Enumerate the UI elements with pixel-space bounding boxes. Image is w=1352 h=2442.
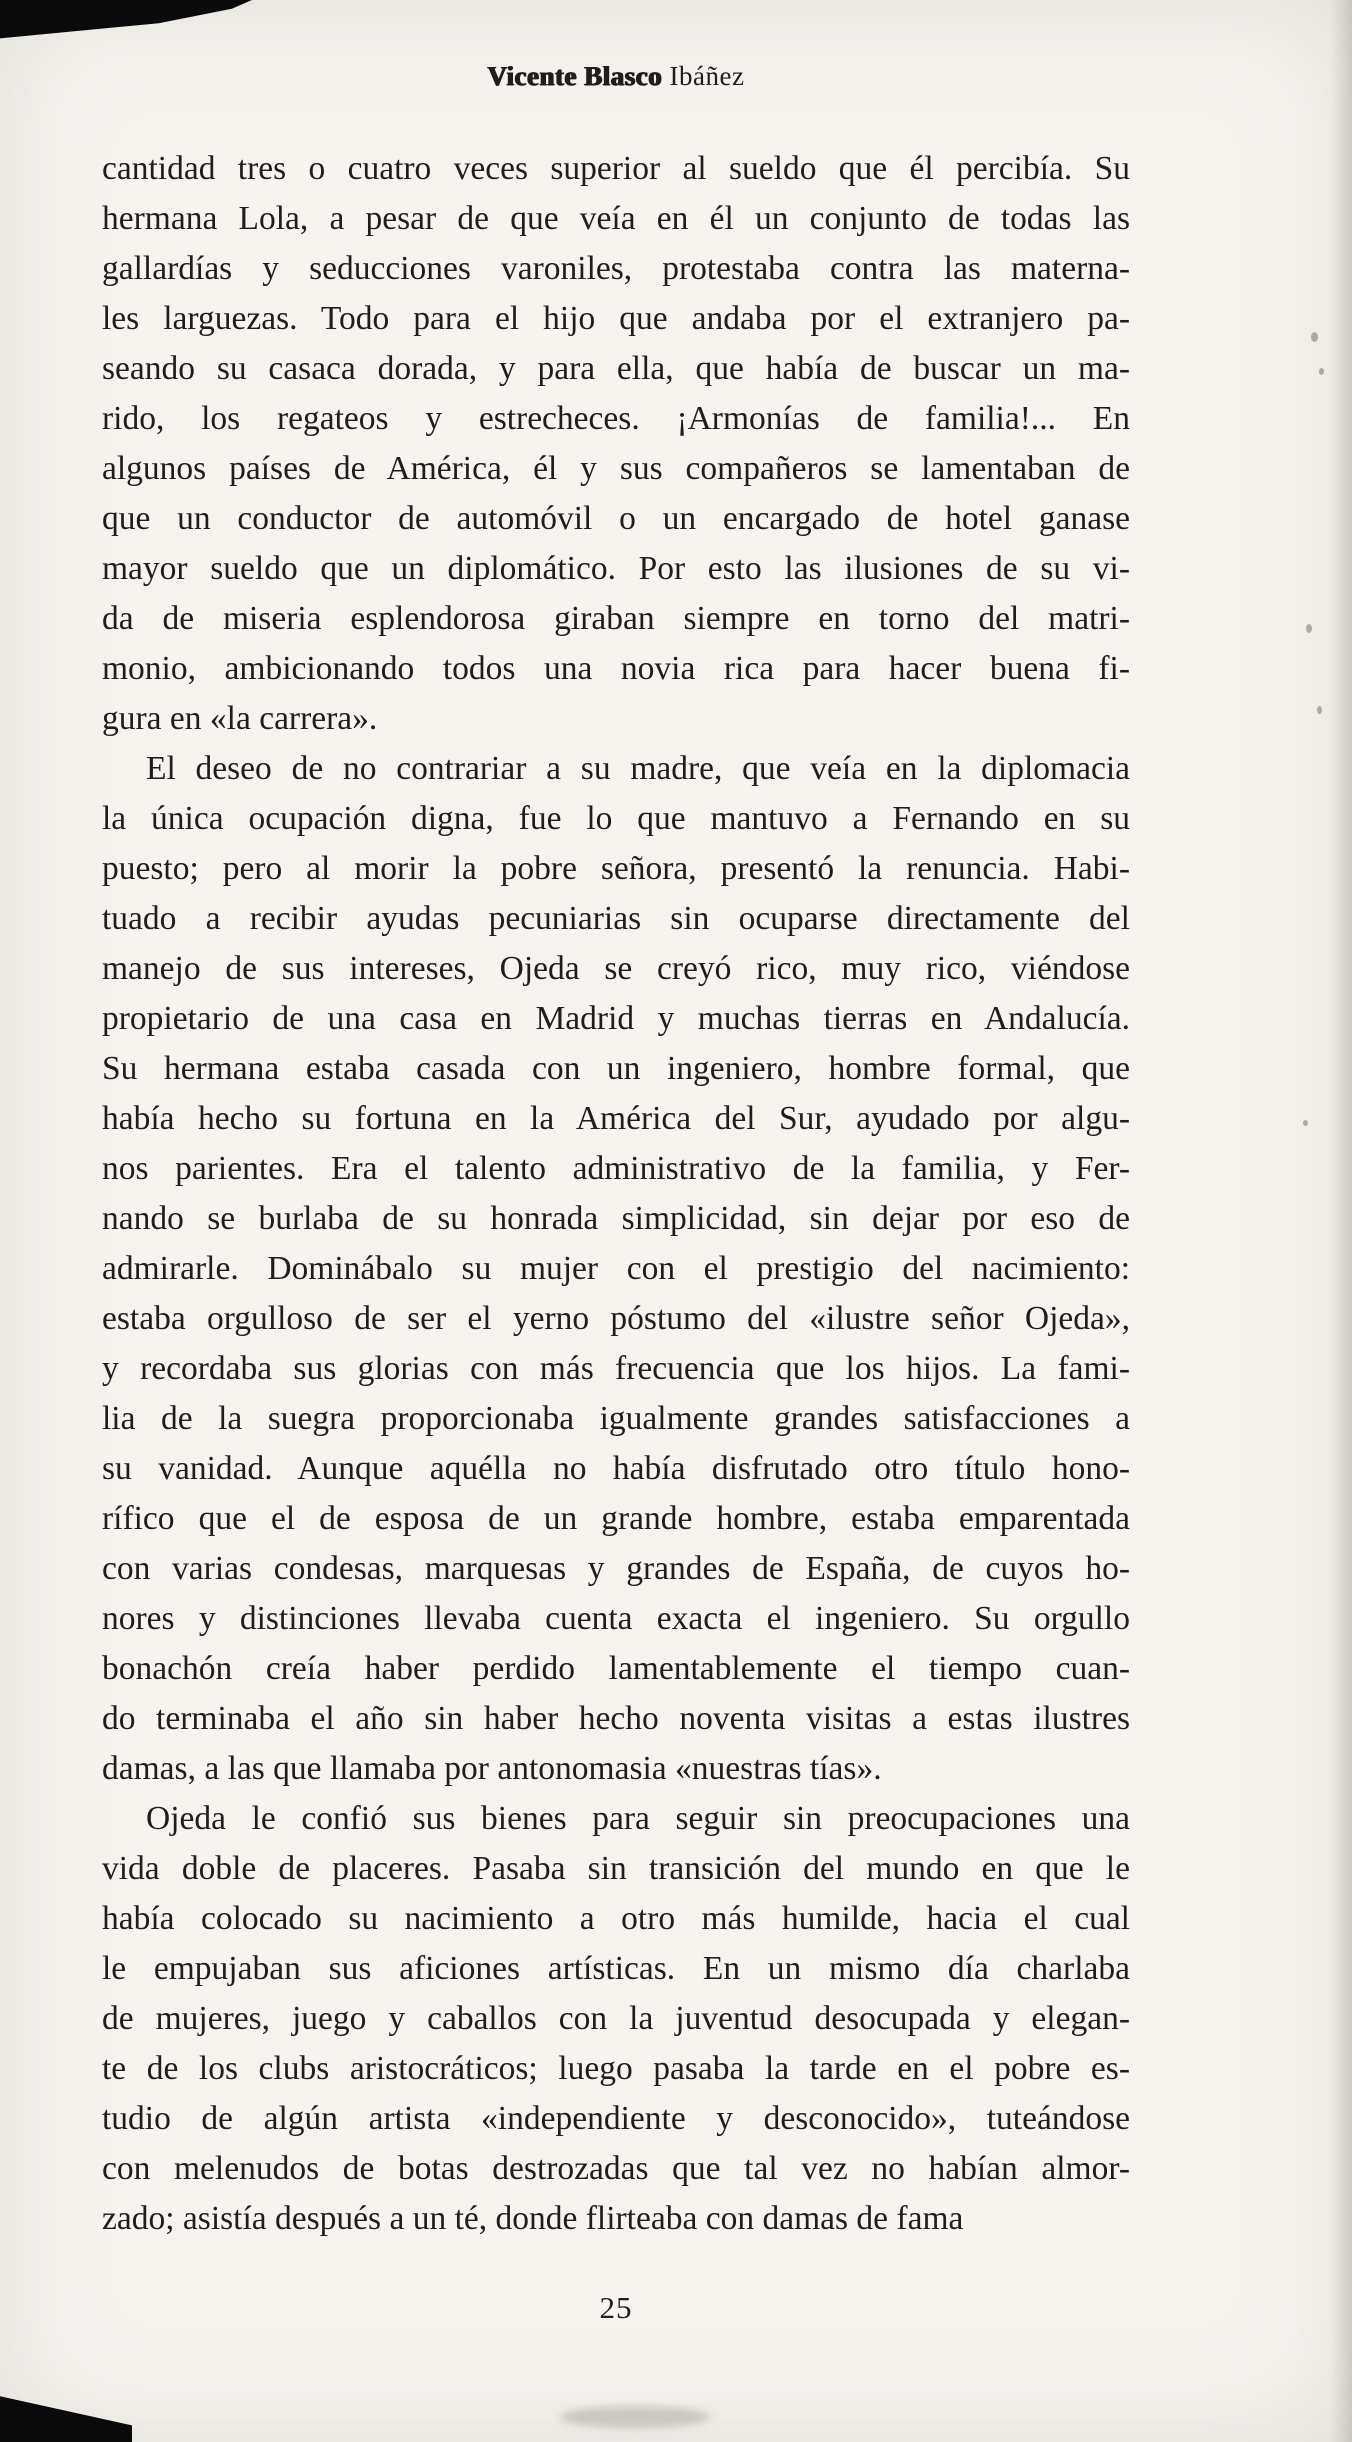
scan-speck — [1319, 368, 1324, 375]
text-line: de mujeres, juego y caballos con la juventud desocupada y elegan- — [102, 2000, 1130, 2037]
scan-edge-shadow-right — [1330, 0, 1352, 2442]
scan-speck — [1303, 1120, 1308, 1126]
scan-speck — [1306, 624, 1312, 633]
page-body — [102, 144, 1130, 2244]
text-line: seando su casaca dorada, y para ella, que había de buscar un ma- — [102, 350, 1130, 387]
text-line: con melenudos de botas destrozadas que tal vez no habían almor- — [102, 2150, 1130, 2187]
running-header — [102, 58, 1130, 94]
text-line: les larguezas. Todo para el hijo que andaba por el extranjero pa- — [102, 300, 1130, 337]
text-line: manejo de sus intereses, Ojeda se creyó rico, muy rico, viéndose — [102, 950, 1130, 987]
scan-speck — [1311, 332, 1318, 342]
text-line: puesto; pero al morir la pobre señora, presentó la renuncia. Habi- — [102, 850, 1130, 887]
text-line: la única ocupación digna, fue lo que mantuvo a Fernando en su — [102, 800, 1130, 837]
author-name-regular: Ibáñez — [669, 61, 745, 91]
text-line: su vanidad. Aunque aquélla no había disfrutado otro título hono- — [102, 1450, 1130, 1487]
text-line: monio, ambicionando todos una novia rica para hacer buena fi- — [102, 650, 1130, 687]
text-line: zado; asistía después a un té, donde flirteaba con damas de fama — [102, 2200, 964, 2237]
text-line: nores y distinciones llevaba cuenta exacta el ingeniero. Su orgullo — [102, 1600, 1130, 1637]
paragraph-continuation — [102, 144, 1130, 744]
text-line: Ojeda le confió sus bienes para seguir sin preocupaciones una — [146, 1800, 1130, 1837]
text-line: había hecho su fortuna en la América del Sur, ayudado por algu- — [102, 1100, 1130, 1137]
text-line: propietario de una casa en Madrid y muchas tierras en Andalucía. — [102, 1000, 1130, 1037]
text-line: cantidad tres o cuatro veces superior al sueldo que él percibía. Su — [102, 150, 1130, 187]
page-number: 25 — [599, 2290, 633, 2325]
text-line: te de los clubs aristocráticos; luego pasaba la tarde en el pobre es- — [102, 2050, 1130, 2087]
text-line: da de miseria esplendorosa giraban siempre en torno del matri- — [102, 600, 1130, 637]
paragraph-3 — [102, 1794, 1130, 2244]
text-line: rífico que el de esposa de un grande hombre, estaba emparentada — [102, 1500, 1130, 1537]
text-line: gura en «la carrera». — [102, 700, 378, 737]
text-line: bonachón creía haber perdido lamentablemente el tiempo cuan- — [102, 1650, 1130, 1687]
text-line: nos parientes. Era el talento administrativo de la familia, y Fer- — [102, 1150, 1130, 1187]
text-line: gallardías y seducciones varoniles, protestaba contra las materna- — [102, 250, 1130, 287]
text-line: hermana Lola, a pesar de que veía en él un conjunto de todas las — [102, 200, 1130, 237]
text-line: do terminaba el año sin haber hecho noventa visitas a estas ilustres — [102, 1700, 1130, 1737]
text-line: le empujaban sus aficiones artísticas. En un mismo día charlaba — [102, 1950, 1130, 1987]
scan-ink-mark-top-left — [0, 0, 252, 40]
paragraph-2 — [102, 744, 1130, 1794]
text-line: tudio de algún artista «independiente y desconocido», tuteándose — [102, 2100, 1130, 2137]
text-line: vida doble de placeres. Pasaba sin transición del mundo en que le — [102, 1850, 1130, 1887]
text-line: El deseo de no contrariar a su madre, que veía en la diplomacia — [146, 750, 1130, 787]
text-line: admirarle. Dominábalo su mujer con el prestigio del nacimiento: — [102, 1250, 1130, 1287]
scan-ink-mark-bottom-left — [0, 2390, 132, 2442]
text-line: había colocado su nacimiento a otro más humilde, hacia el cual — [102, 1900, 1130, 1937]
text-line: estaba orgulloso de ser el yerno póstumo del «ilustre señor Ojeda», — [102, 1300, 1130, 1337]
scan-speck — [1317, 706, 1322, 714]
author-name-bold: Vicente Blasco — [487, 61, 663, 91]
text-line: que un conductor de automóvil o un encargado de hotel ganase — [102, 500, 1130, 537]
scan-smudge-bottom — [560, 2406, 710, 2428]
text-column — [102, 58, 1130, 2326]
text-line: nando se burlaba de su honrada simplicidad, sin dejar por eso de — [102, 1200, 1130, 1237]
text-line: tuado a recibir ayudas pecuniarias sin ocuparse directamente del — [102, 900, 1130, 937]
text-line: lia de la suegra proporcionaba igualmente grandes satisfacciones a — [102, 1400, 1130, 1437]
text-line: rido, los regateos y estrecheces. ¡Armonías de familia!... En — [102, 400, 1130, 437]
text-line: y recordaba sus glorias con más frecuencia que los hijos. La fami- — [102, 1350, 1130, 1387]
text-line: con varias condesas, marquesas y grandes de España, de cuyos ho- — [102, 1550, 1130, 1587]
text-line: damas, a las que llamaba por antonomasia «nuestras tías». — [102, 1750, 882, 1787]
text-line: algunos países de América, él y sus compañeros se lamentaban de — [102, 450, 1130, 487]
text-line: Su hermana estaba casada con un ingeniero, hombre formal, que — [102, 1050, 1130, 1087]
text-line: mayor sueldo que un diplomático. Por esto las ilusiones de su vi- — [102, 550, 1130, 587]
